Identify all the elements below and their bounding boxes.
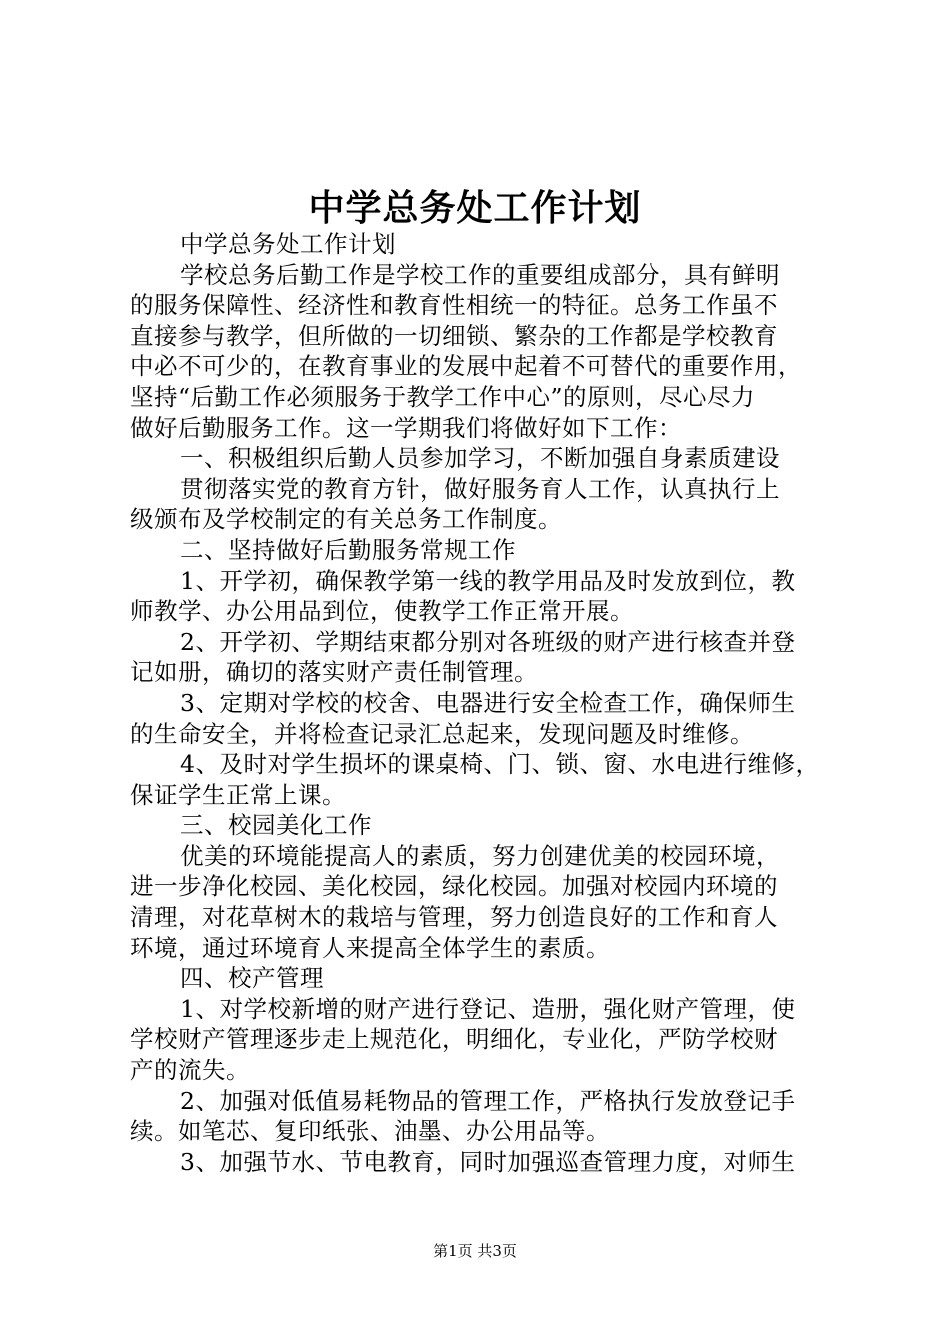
paragraph-line: 做好后勤服务工作。这一学期我们将做好如下工作：	[130, 413, 682, 442]
paragraph-line: 3、加强节水、节电教育，同时加强巡查管理力度，对师生	[180, 1147, 796, 1176]
paragraph-line: 3、定期对学校的校舍、电器进行安全检查工作，确保师生	[180, 688, 796, 717]
paragraph-line: 1、对学校新增的财产进行登记、造册，强化财产管理，使	[180, 994, 796, 1023]
document-title: 中学总务处工作计划	[308, 187, 642, 229]
paragraph-line: 2、开学初、学期结束都分别对各班级的财产进行核查并登	[180, 627, 796, 656]
paragraph-line: 级颁布及学校制定的有关总务工作制度。	[130, 505, 562, 534]
paragraph-line: 直接参与教学，但所做的一切细锁、繁杂的工作都是学校教育	[130, 321, 778, 350]
paragraph-line: 4、及时对学生损坏的课桌椅、门、锁、窗、水电进行维修，	[180, 750, 820, 779]
section-heading: 二、坚持做好后勤服务常规工作	[180, 535, 516, 564]
paragraph-line: 续。如笔芯、复印纸张、油墨、办公用品等。	[130, 1117, 610, 1146]
paragraph-line: 坚持“后勤工作必须服务于教学工作中心”的原则，尽心尽力	[130, 382, 756, 411]
paragraph-line: 的服务保障性、经济性和教育性相统一的特征。总务工作虽不	[130, 291, 778, 320]
paragraph-line: 环境，通过环境育人来提高全体学生的素质。	[130, 933, 610, 962]
paragraph-line: 保证学生正常上课。	[130, 780, 346, 809]
paragraph-line: 中学总务处工作计划	[180, 230, 396, 258]
paragraph-line: 清理，对花草树木的栽培与管理，努力创造良好的工作和育人	[130, 903, 778, 932]
section-heading: 三、校园美化工作	[180, 811, 372, 840]
paragraph-line: 2、加强对低值易耗物品的管理工作，严格执行发放登记手	[180, 1086, 796, 1115]
paragraph-line: 师教学、办公用品到位，使教学工作正常开展。	[130, 597, 634, 626]
paragraph-line: 学校财产管理逐步走上规范化，明细化，专业化，严防学校财	[130, 1025, 778, 1054]
paragraph-line: 记如册，确切的落实财产责任制管理。	[130, 658, 538, 687]
paragraph-line: 1、开学初，确保教学第一线的教学用品及时发放到位，教	[180, 566, 796, 595]
section-heading: 一、积极组织后勤人员参加学习，不断加强自身素质建设	[180, 444, 780, 473]
document-body	[130, 229, 830, 1177]
paragraph-line: 进一步净化校园、美化校园，绿化校园。加强对校园内环境的	[130, 872, 778, 901]
paragraph-line: 产的流失。	[130, 1056, 250, 1085]
paragraph-line: 优美的环境能提高人的素质，努力创建优美的校园环境，	[180, 841, 780, 870]
paragraph-line: 的生命安全，并将检查记录汇总起来，发现问题及时维修。	[130, 719, 754, 748]
paragraph-line: 中必不可少的，在教育事业的发展中起着不可替代的重要作用，	[130, 352, 802, 381]
paragraph-line: 学校总务后勤工作是学校工作的重要组成部分，具有鲜明	[180, 260, 780, 289]
paragraph-line: 贯彻落实党的教育方针，做好服务育人工作，认真执行上	[180, 474, 780, 503]
page-footer: 第1页 共3页	[433, 1242, 517, 1260]
section-heading: 四、校产管理	[180, 964, 324, 993]
